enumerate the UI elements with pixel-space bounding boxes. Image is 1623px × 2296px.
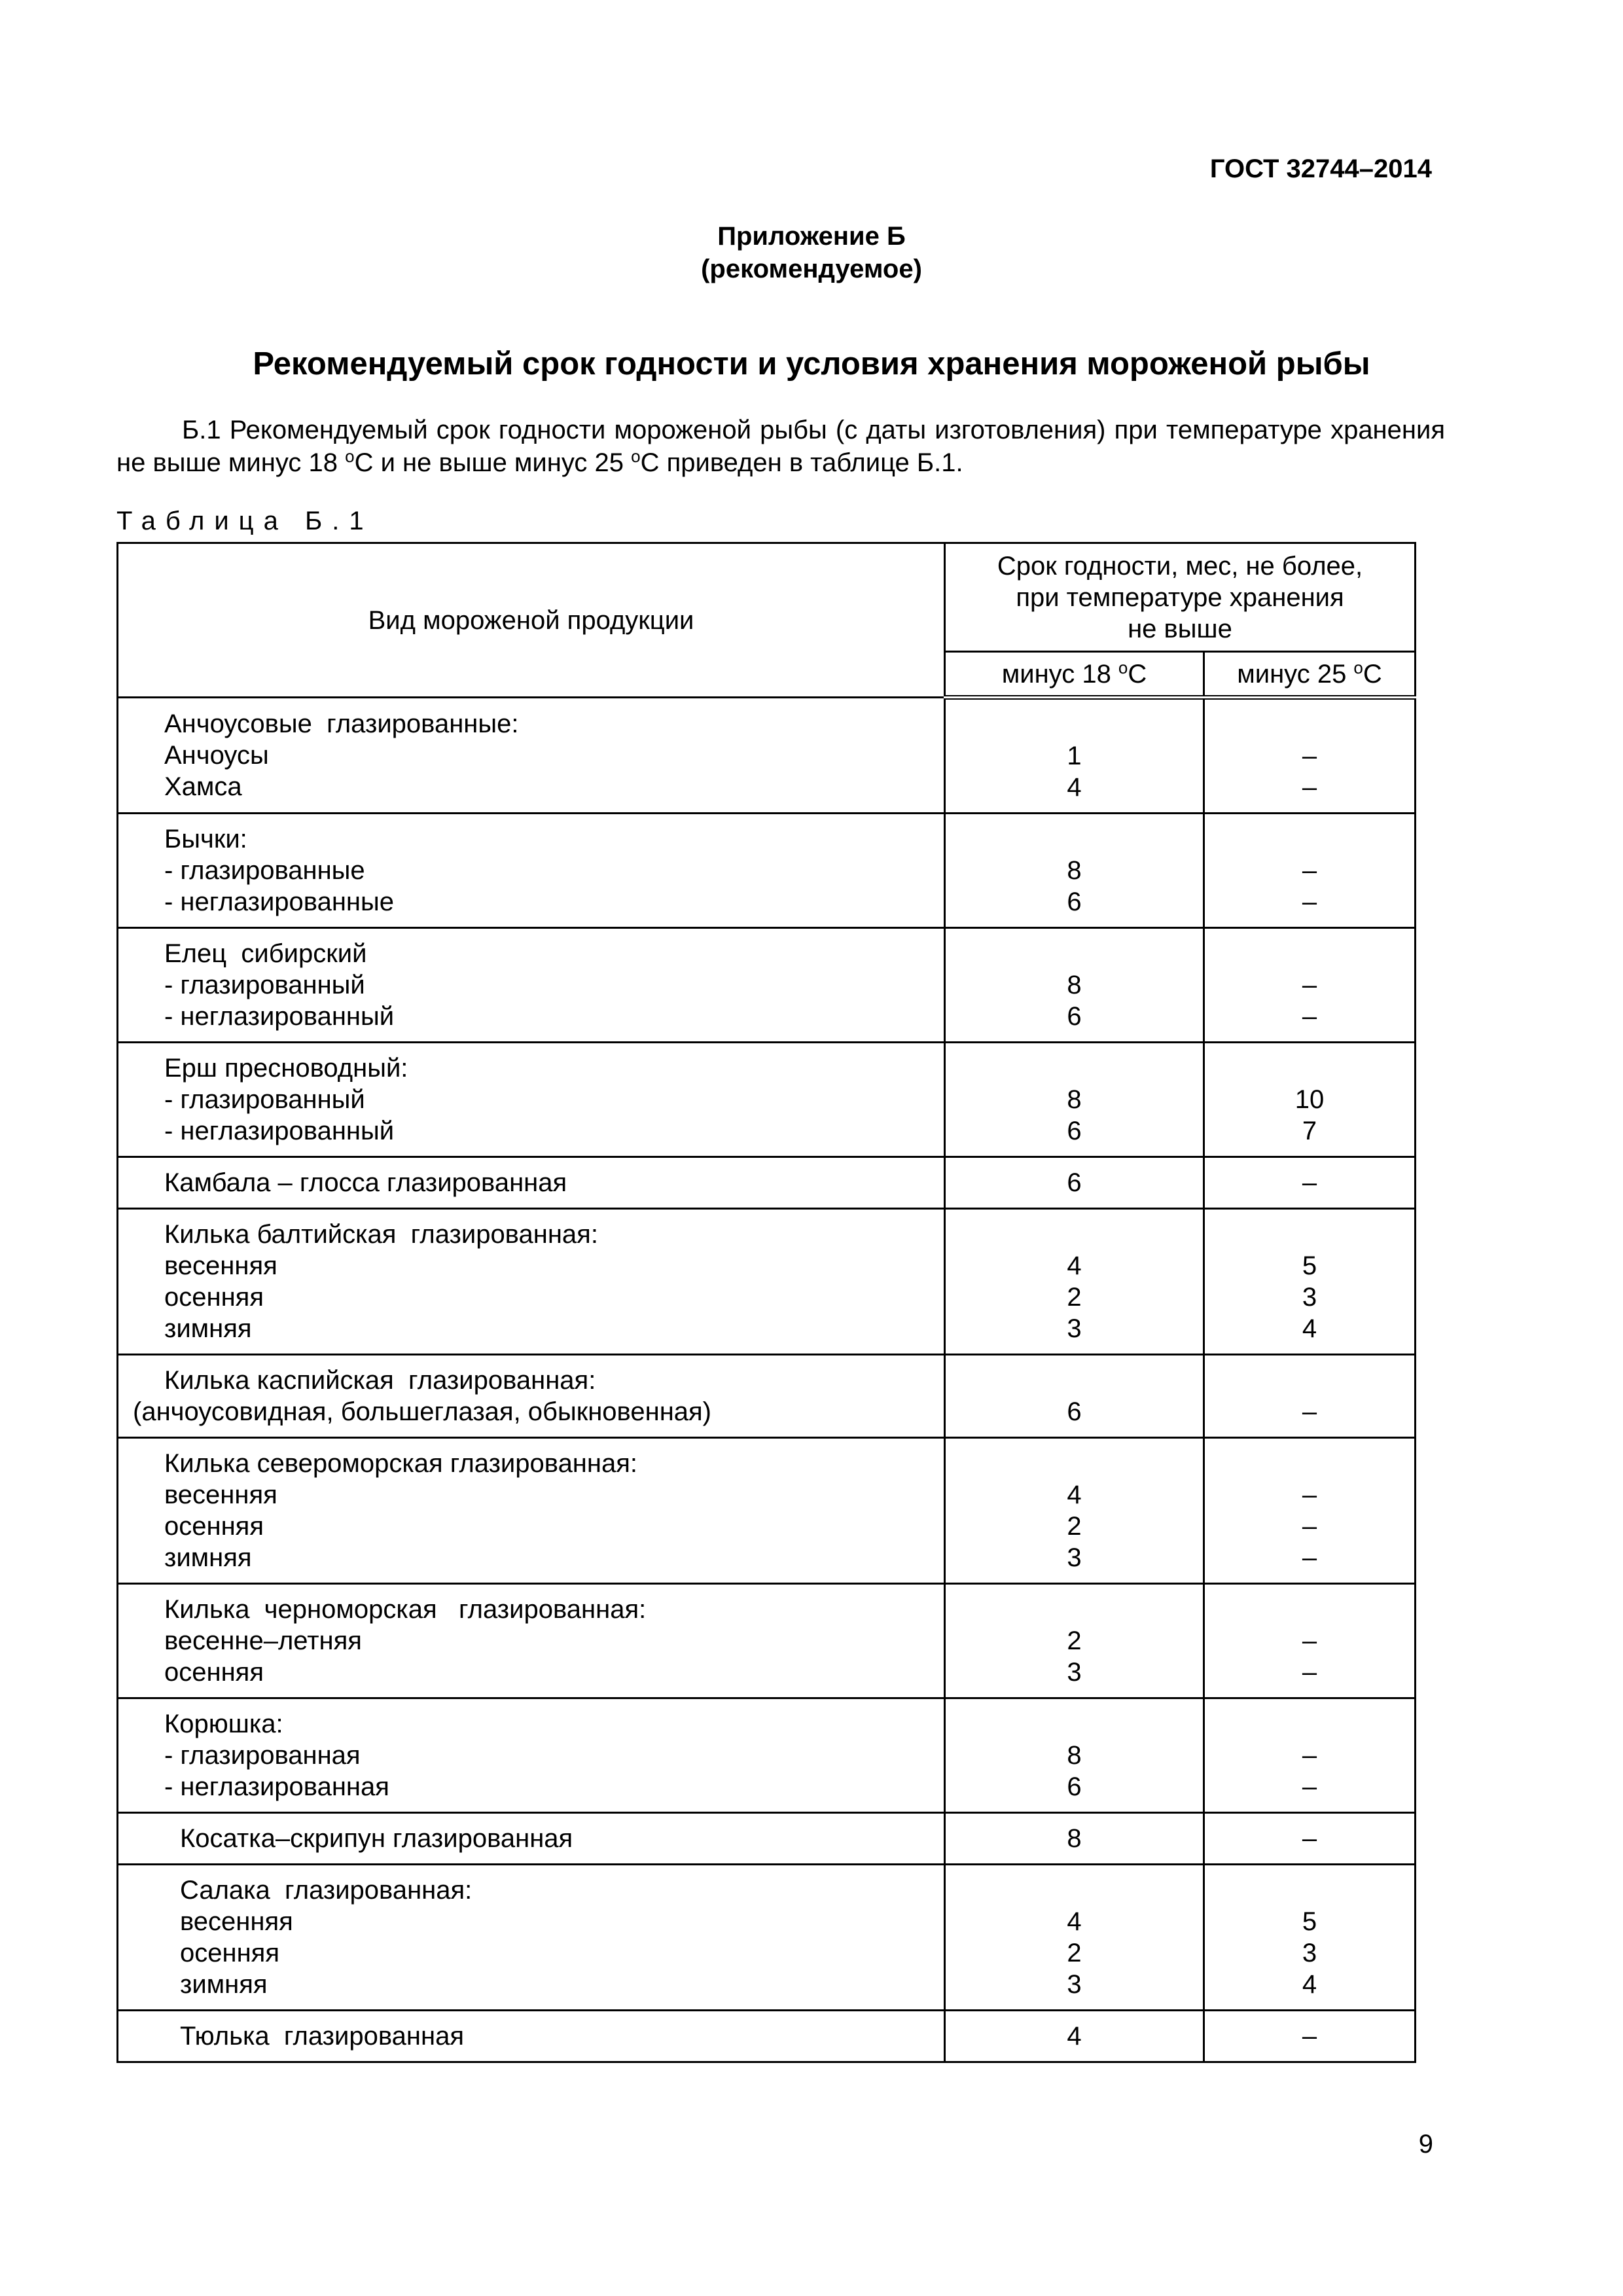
table-row [118, 1209, 1416, 1355]
shelf-life-value: – [1302, 2022, 1317, 2051]
value-minus18-cell [945, 1438, 1204, 1584]
product-line: - неглазированный [164, 1117, 395, 1145]
standard-number: ГОСТ 32744–2014 [1209, 154, 1432, 183]
appendix-type: (рекомендуемое) [701, 255, 922, 283]
value-minus25-cell [1204, 1355, 1416, 1438]
product-line: зимняя [180, 1970, 268, 1999]
product-line: осенняя [164, 1512, 264, 1541]
value-minus18-cell [945, 928, 1204, 1043]
shelf-life-value: 3 [1067, 1543, 1082, 1572]
product-line: осенняя [180, 1939, 279, 1967]
shelf-life-value: 8 [1067, 971, 1082, 999]
product-cell [118, 1043, 945, 1157]
degree-sign: o [1353, 657, 1363, 677]
para-part3: С приведен в таблице Б.1. [640, 448, 963, 477]
shelf-life-value: 6 [1067, 1772, 1082, 1801]
shelf-life-value: 3 [1302, 1283, 1317, 1312]
header-shelf-life-line2: при температуре хранения [1016, 583, 1344, 612]
shelf-life-value: 4 [1302, 1314, 1317, 1343]
para-part1: Б.1 Рекомендуемый срок годности мороженой рыбы (с даты изготовления) при температуре хранения не выше минус 18 [116, 416, 1445, 477]
table-row [118, 1043, 1416, 1157]
product-line: осенняя [164, 1658, 264, 1687]
table-row [118, 814, 1416, 928]
shelf-life-value: 2 [1067, 1512, 1082, 1541]
product-cell [118, 1157, 945, 1209]
shelf-life-value: 4 [1067, 2022, 1082, 2051]
header-shelf-life [945, 543, 1416, 652]
temp2-label: минус 25 [1237, 659, 1354, 689]
shelf-life-value [1205, 1708, 1414, 1740]
shelf-life-value: 8 [1067, 1741, 1082, 1770]
value-minus25-cell [1204, 1813, 1416, 1865]
product-line: зимняя [164, 1314, 252, 1343]
shelf-life-value: 2 [1067, 1283, 1082, 1312]
product-cell [118, 814, 945, 928]
shelf-life-value: – [1302, 971, 1317, 999]
shelf-life-value [946, 1448, 1203, 1479]
table-row [118, 1157, 1416, 1209]
product-line: Килька балтийская глазированная: [164, 1220, 598, 1249]
shelf-life-value: 3 [1067, 1658, 1082, 1687]
product-line: - глазированная [164, 1741, 361, 1770]
shelf-life-value: 6 [1067, 1002, 1082, 1031]
value-minus18-cell [945, 1813, 1204, 1865]
shelf-life-value: – [1302, 1480, 1317, 1509]
product-cell [118, 2011, 945, 2062]
table-row [118, 2011, 1416, 2062]
product-line: Тюлька глазированная [180, 2022, 464, 2051]
table-row [118, 1813, 1416, 1865]
product-line: (анчоусовидная, большеглазая, обыкновенная) [133, 1397, 712, 1426]
shelf-life-value: – [1302, 1772, 1317, 1801]
shelf-life-value [1205, 823, 1414, 855]
table-caption: Таблица Б.1 [116, 507, 374, 535]
shelf-life-value: 6 [1067, 1397, 1082, 1426]
value-minus18-cell [945, 1584, 1204, 1698]
product-line: Корюшка: [164, 1710, 283, 1738]
product-line: весенняя [180, 1907, 293, 1936]
product-line: весенне–летняя [164, 1626, 362, 1655]
product-line: Килька североморская глазированная: [164, 1449, 638, 1478]
product-line: весенняя [164, 1480, 277, 1509]
shelf-life-value [946, 823, 1203, 855]
shelf-life-value: – [1302, 1397, 1317, 1426]
temp1-unit: С [1128, 659, 1147, 689]
shelf-life-value: 6 [1067, 1117, 1082, 1145]
shelf-life-value [1205, 1365, 1414, 1396]
product-line: Анчоусы [164, 741, 269, 770]
shelf-life-value [1205, 938, 1414, 969]
table-body [118, 698, 1416, 2062]
value-minus25-cell [1204, 1438, 1416, 1584]
header-temp-minus18 [945, 652, 1204, 698]
shelf-life-value: – [1302, 1512, 1317, 1541]
table-row [118, 1355, 1416, 1438]
shelf-life-value: – [1302, 856, 1317, 885]
shelf-life-value: 6 [1067, 1168, 1082, 1197]
shelf-life-value: – [1302, 1168, 1317, 1197]
shelf-life-value: 8 [1067, 1824, 1082, 1853]
product-cell [118, 1355, 945, 1438]
product-line: весенняя [164, 1251, 277, 1280]
shelf-life-value: 4 [1067, 1907, 1082, 1936]
temp1-label: минус 18 [1001, 659, 1118, 689]
table-row [118, 1438, 1416, 1584]
value-minus25-cell [1204, 814, 1416, 928]
product-cell [118, 698, 945, 814]
table-row [118, 1865, 1416, 2011]
shelf-life-value: 2 [1067, 1626, 1082, 1655]
temp2-unit: С [1363, 659, 1382, 689]
shelf-life-value [946, 1219, 1203, 1250]
table-row [118, 1584, 1416, 1698]
shelf-life-value: – [1302, 1002, 1317, 1031]
shelf-life-value [946, 938, 1203, 969]
shelf-life-value: 5 [1302, 1907, 1317, 1936]
shelf-life-value [1205, 1219, 1414, 1250]
shelf-life-value: – [1302, 1658, 1317, 1687]
shelf-life-value: 3 [1067, 1314, 1082, 1343]
page-number: 9 [1418, 2130, 1433, 2159]
value-minus18-cell [945, 2011, 1204, 2062]
product-line: - неглазированный [164, 1002, 395, 1031]
shelf-life-value: – [1302, 773, 1317, 802]
shelf-life-value [946, 1365, 1203, 1396]
shelf-life-value [946, 1874, 1203, 1906]
product-line: Камбала – глосса глазированная [164, 1168, 567, 1197]
product-line: Косатка–скрипун глазированная [180, 1824, 573, 1853]
shelf-life-value [1205, 1052, 1414, 1084]
header-shelf-life-line3: не выше [1128, 614, 1232, 643]
shelf-life-value: 4 [1067, 1480, 1082, 1509]
shelf-life-value: – [1302, 1626, 1317, 1655]
value-minus25-cell [1204, 1865, 1416, 2011]
product-line: Салака глазированная: [180, 1876, 473, 1905]
shelf-life-value: 3 [1302, 1939, 1317, 1967]
degree-sign: o [1118, 657, 1128, 677]
product-cell [118, 1209, 945, 1355]
value-minus25-cell [1204, 1209, 1416, 1355]
shelf-life-value: 7 [1302, 1117, 1317, 1145]
shelf-life-value: 8 [1067, 1085, 1082, 1114]
product-line: - неглазированная [164, 1772, 389, 1801]
product-line: зимняя [164, 1543, 252, 1572]
header-temp-minus25 [1204, 652, 1416, 698]
value-minus25-cell [1204, 1584, 1416, 1698]
value-minus25-cell [1204, 1157, 1416, 1209]
header-product: Вид мороженой продукции [118, 543, 945, 698]
shelf-life-value: – [1302, 742, 1317, 770]
value-minus18-cell [945, 1043, 1204, 1157]
shelf-life-value: 4 [1302, 1970, 1317, 1999]
shelf-life-value: – [1302, 1543, 1317, 1572]
header-shelf-life-line1: Срок годности, мес, не более, [997, 551, 1363, 581]
product-line: Бычки: [164, 825, 247, 853]
product-cell [118, 1865, 945, 2011]
product-line: Елец сибирский [164, 939, 367, 968]
shelf-life-value: – [1302, 1824, 1317, 1853]
product-cell [118, 1813, 945, 1865]
product-cell [118, 1438, 945, 1584]
shelf-life-value: 10 [1294, 1085, 1325, 1114]
value-minus25-cell [1204, 1043, 1416, 1157]
shelf-life-value: 3 [1067, 1970, 1082, 1999]
value-minus25-cell [1204, 928, 1416, 1043]
shelf-life-value [1205, 1448, 1414, 1479]
value-minus25-cell [1204, 2011, 1416, 2062]
shelf-life-value [946, 1052, 1203, 1084]
shelf-life-value [946, 1594, 1203, 1625]
shelf-life-value: 8 [1067, 856, 1082, 885]
degree-sign: o [631, 446, 641, 466]
value-minus18-cell [945, 1209, 1204, 1355]
value-minus18-cell [945, 1355, 1204, 1438]
storage-table [116, 542, 1416, 2063]
shelf-life-value: 2 [1067, 1939, 1082, 1967]
value-minus18-cell [945, 814, 1204, 928]
shelf-life-value [1205, 1594, 1414, 1625]
table-row [118, 1698, 1416, 1813]
product-line: Килька каспийская глазированная: [164, 1366, 596, 1395]
shelf-life-value: – [1302, 888, 1317, 916]
product-line: Ерш пресноводный: [164, 1054, 408, 1083]
value-minus25-cell [1204, 698, 1416, 814]
value-minus18-cell [945, 698, 1204, 814]
shelf-life-value: 5 [1302, 1251, 1317, 1280]
shelf-life-value: 6 [1067, 888, 1082, 916]
degree-sign: o [345, 446, 355, 466]
product-line: Анчоусовые глазированные: [164, 709, 519, 738]
product-line: осенняя [164, 1283, 264, 1312]
product-line: Хамса [164, 772, 242, 801]
value-minus25-cell [1204, 1698, 1416, 1813]
product-line: - неглазированные [164, 888, 395, 916]
table-row [118, 928, 1416, 1043]
value-minus18-cell [945, 1865, 1204, 2011]
shelf-life-value: – [1302, 1741, 1317, 1770]
product-line: - глазированный [164, 971, 365, 999]
product-line: - глазированный [164, 1085, 365, 1114]
shelf-life-value: 4 [1067, 773, 1082, 802]
shelf-life-value [946, 709, 1203, 740]
section-title: Рекомендуемый срок годности и условия хранения мороженой рыбы [253, 346, 1370, 382]
para-part2: С и не выше минус 25 [354, 448, 632, 477]
product-cell [118, 1584, 945, 1698]
intro-paragraph [116, 414, 1445, 479]
product-line: - глазированные [164, 856, 365, 885]
value-minus18-cell [945, 1698, 1204, 1813]
value-minus18-cell [945, 1157, 1204, 1209]
shelf-life-value [946, 1708, 1203, 1740]
table-row [118, 698, 1416, 814]
product-cell [118, 1698, 945, 1813]
shelf-life-value: 4 [1067, 1251, 1082, 1280]
appendix-label: Приложение Б [717, 222, 906, 251]
shelf-life-value [1205, 1874, 1414, 1906]
shelf-life-value [1205, 709, 1414, 740]
product-cell [118, 928, 945, 1043]
product-line: Килька черноморская глазированная: [164, 1595, 647, 1624]
shelf-life-value: 1 [1067, 742, 1082, 770]
